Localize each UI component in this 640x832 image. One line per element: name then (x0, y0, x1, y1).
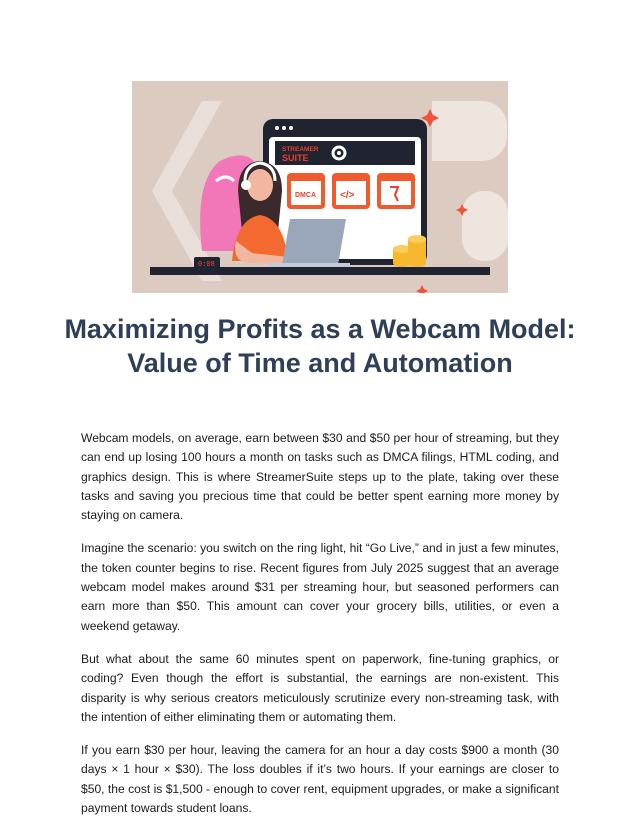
code-card (332, 173, 370, 209)
dmca-card (287, 173, 325, 209)
page-title (40, 312, 600, 380)
streamer-scene-graphic (132, 81, 508, 293)
desk-clock: 0:08 (198, 261, 215, 269)
card-code-label: </> (340, 190, 355, 201)
title-line1: Maximizing Profits as a Webcam Model: (64, 314, 576, 344)
brand-line1: STREAMER (282, 146, 319, 153)
brand-line2: SUITE (282, 153, 309, 163)
paragraph: If you earn $30 per hour, leaving the camera for an hour a day costs $900 a month (30 days × 1 hour × $30). The loss doubles if it’s two hours. If your earnings are closer to $50, the cost is $1,500 - enough to cover rent, equipment upgrades, or make a significant payment towards student loans. (81, 743, 559, 816)
card-dmca-label: DMCA (295, 192, 316, 199)
hero-illustration (132, 81, 508, 293)
title-line2: Value of Time and Automation (127, 348, 513, 378)
paragraph: Imagine the scenario: you switch on the ring light, hit “Go Live,” and in just a few minutes, the token counter begins to rise. Recent figures from July 2025 suggest that an average webcam model makes around $31 per streaming hour, but seasoned performers can earn more than $50. This amount can cover your grocery bills, utilities, or even a weekend getaway. (81, 541, 559, 633)
article-body (81, 429, 559, 832)
paragraph: Webcam models, on average, earn between $30 and $50 per hour of streaming, but they can end up losing 100 hours a month on tasks such as DMCA filings, HTML coding, and graphics design. This is where StreamerSuite steps up to the plate, taking over these tasks and saving you precious time that could be better spent earning more money by staying on camera. (81, 431, 559, 523)
graphics-card (377, 173, 415, 209)
paragraph: But what about the same 60 minutes spent on paperwork, fine-tuning graphics, or coding? Even though the effort is substantial, the earnings are non-existent. This disparity is why serious creators meticulously scrutinize every non-streaming task, with the intention of either eliminating them or automating them. (81, 651, 559, 724)
